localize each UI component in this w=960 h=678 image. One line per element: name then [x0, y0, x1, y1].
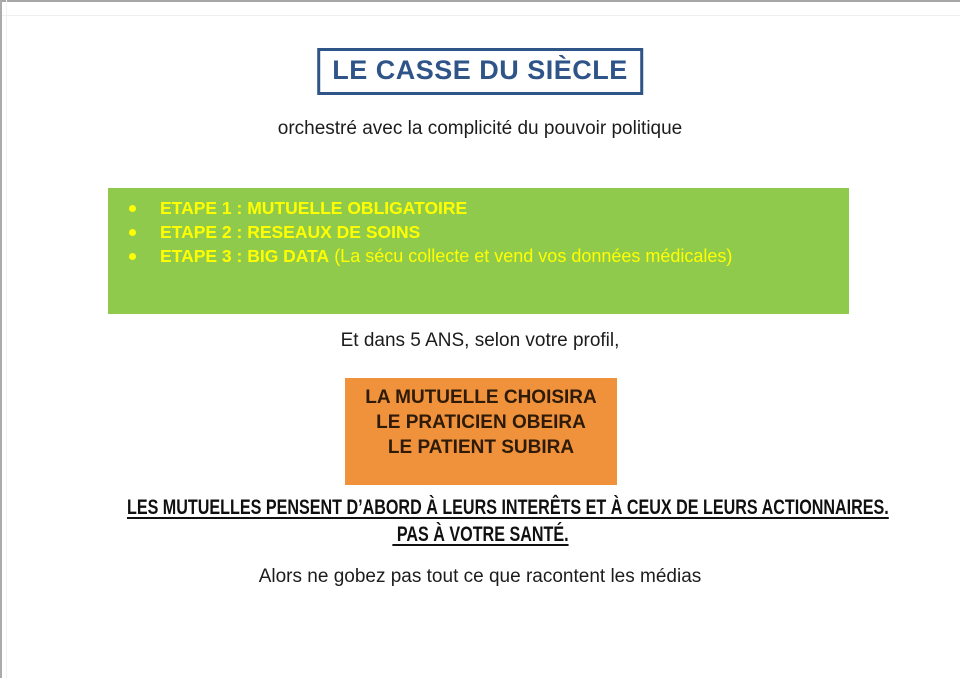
- steps-panel: [108, 188, 849, 314]
- step-2-bold-text: ETAPE 2 : RESEAUX DE SOINS: [160, 222, 421, 242]
- interlude-text: Et dans 5 ANS, selon votre profil,: [340, 330, 620, 351]
- step-item-1: [108, 196, 849, 220]
- slide-title: LE CASSE DU SIÈCLE: [317, 48, 643, 95]
- step-1-bold-text: ETAPE 1 : MUTUELLE OBLIGATOIRE: [160, 198, 468, 218]
- consequence-line-2: LE PRATICIEN OBEIRA: [376, 412, 586, 433]
- warning-line-1-text: LES MUTUELLES PENSENT D’ABORD À LEURS INTERÊTS ET À CEUX DE LEURS ACTIONNAIRES.: [126, 495, 889, 519]
- warning-line-2-text: PAS À VOTRE SANTÉ.: [391, 522, 569, 546]
- bullet-icon: [129, 253, 136, 260]
- warning-line-2: [0, 521, 960, 548]
- footer-text: Alors ne gobez pas tout ce que racontent les médias: [258, 566, 702, 587]
- page-hairline-horizontal: [0, 15, 960, 16]
- step-item-3: [108, 244, 849, 268]
- warning-text: [0, 494, 960, 548]
- bullet-icon: [129, 229, 136, 236]
- consequences-panel: [345, 378, 617, 485]
- warning-line-1: [0, 494, 960, 521]
- step-3-bold-text: ETAPE 3 : BIG DATA: [160, 246, 330, 266]
- steps-list: [108, 196, 849, 268]
- page-edge-top: [0, 0, 960, 2]
- step-3-normal-text: (La sécu collecte et vend vos données médicales): [329, 246, 733, 266]
- bullet-icon: [129, 205, 136, 212]
- consequence-line-3: LE PATIENT SUBIRA: [387, 437, 575, 458]
- step-item-2: [108, 220, 849, 244]
- consequence-line-1: LA MUTUELLE CHOISIRA: [365, 387, 597, 408]
- slide-subtitle: orchestré avec la complicité du pouvoir politique: [277, 118, 683, 139]
